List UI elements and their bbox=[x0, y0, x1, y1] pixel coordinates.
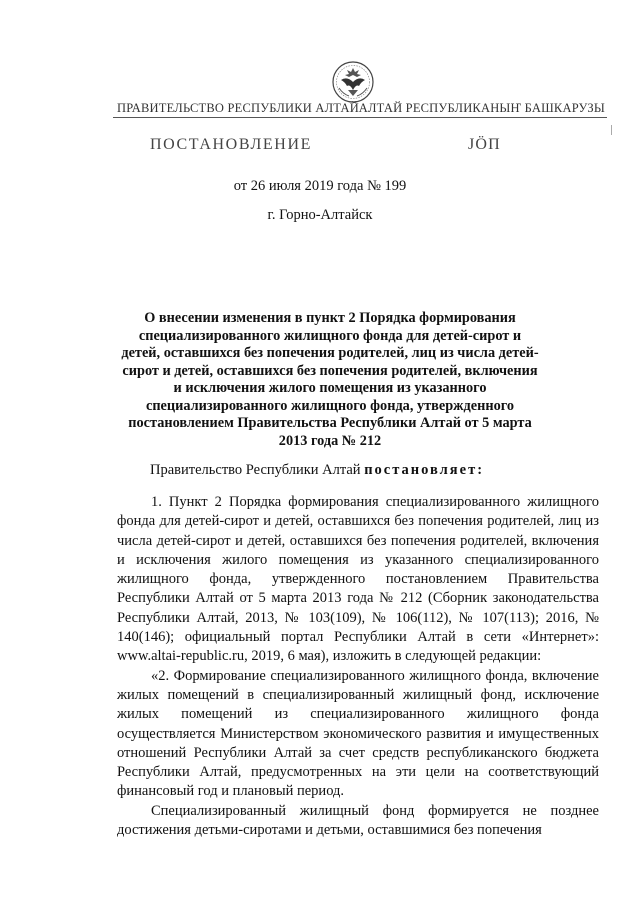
paragraph: Специализированный жилищный фонд формируется не позднее достижения детьми-сиротами и детьми, оставшимися без попечения bbox=[117, 802, 599, 839]
preamble-text: Правительство Республики Алтай bbox=[150, 462, 365, 478]
document-title: О внесении изменения в пункт 2 Порядка формирования специализированного жилищного фонда для детей-сирот и детей, оставшихся без попечения родителей, лиц из числа детей-сирот и детей, оставшихся без попечения родителей, включения и исключения жилого помещения из указанного специализированного жилищного фонда, утвержденного постановлением Правительства Республики Алтай от 5 марта 2013 года № 212 bbox=[121, 310, 539, 449]
document-type-altai: ЈӦП bbox=[468, 136, 501, 153]
coat-of-arms-icon bbox=[331, 60, 375, 104]
government-name-russian: ПРАВИТЕЛЬСТВО РЕСПУБЛИКИ АЛТАЙ bbox=[117, 101, 359, 115]
header-divider bbox=[113, 117, 607, 118]
scan-mark bbox=[611, 125, 612, 135]
document-body bbox=[117, 493, 599, 840]
paragraph: «2. Формирование специализированного жилищного фонда, включение жилых помещений в специализированный жилищный фонд, исключение жилых помещений из специализированного жилищного фонда осуществляется Министерством экономического развития и имущественных отношений Республики Алтай за счет средств республиканского бюджета Республики Алтай, предусмотренных на эти цели на соответствующий финансовый год и плановый период. bbox=[117, 667, 599, 800]
preamble-emphasis: постановляет: bbox=[364, 462, 485, 478]
document-date-number: от 26 июля 2019 года № 199 bbox=[233, 178, 407, 194]
document-type-russian: ПОСТАНОВЛЕНИЕ bbox=[150, 136, 312, 153]
preamble bbox=[150, 462, 484, 479]
government-name-altai: АЛТАЙ РЕСПУБЛИКАНЫҤ БАШКАРУЗЫ bbox=[358, 101, 605, 115]
document-city: г. Горно-Алтайск bbox=[267, 207, 373, 223]
paragraph: 1. Пункт 2 Порядка формирования специализированного жилищного фонда для детей-сирот и детей, оставшихся без попечения родителей, лиц из числа детей-сирот и детей, оставшихся без попечения родителей, включения и исключения жилого помещения из указанного специализированного жилищного фонда, утвержденного постановлением Правительства Республики Алтай от 5 марта 2013 года № 212 (Сборник законодательства Республики Алтай, 2013, № 103(109), № 106(112), № 107(113); 2016, № 140(146); официальный портал Республики Алтай в сети «Интернет»: www.altai-republic.ru, 2019, 6 мая), изложить в следующей редакции: bbox=[117, 494, 599, 665]
